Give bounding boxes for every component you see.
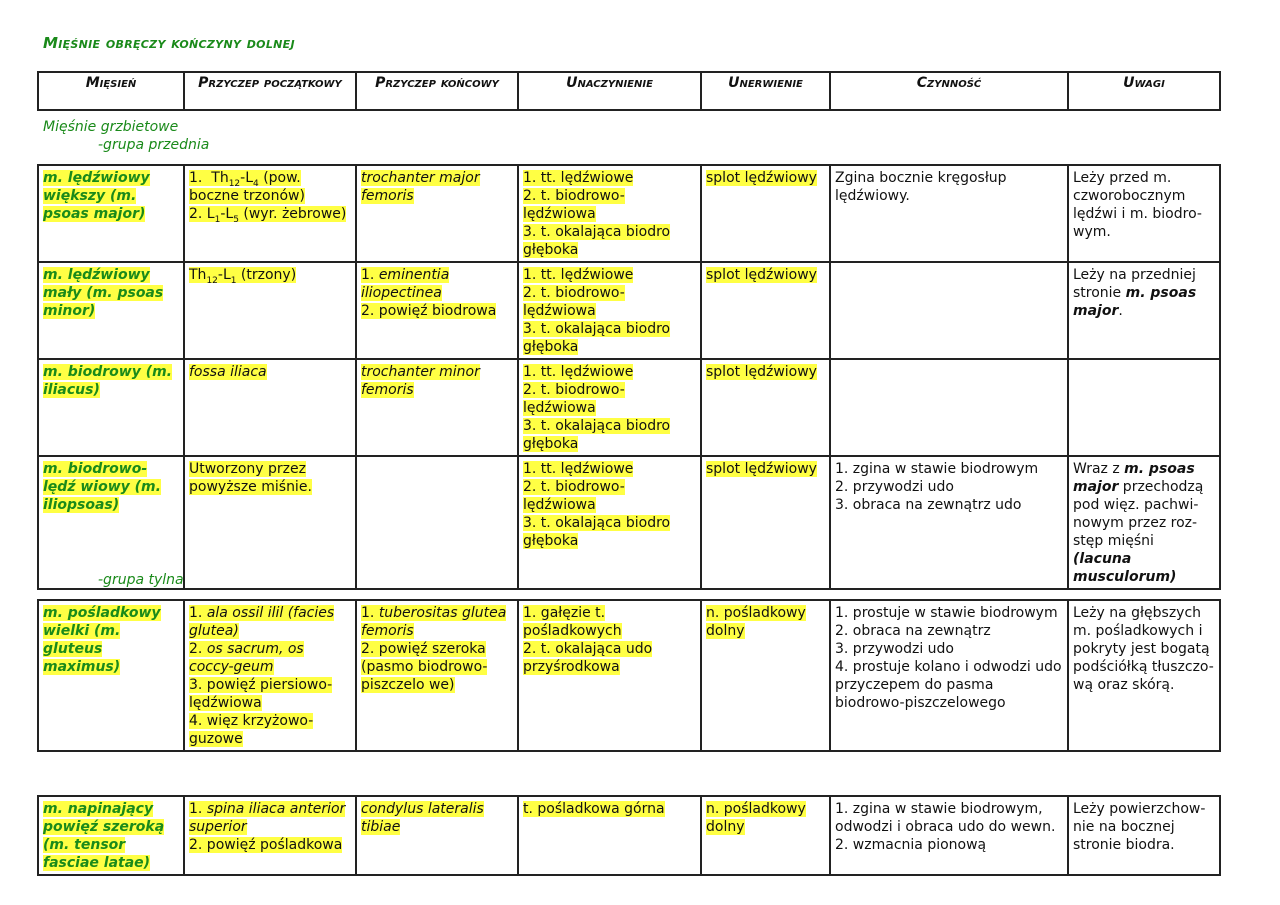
nerve-cell: splot lędźwiowy: [701, 359, 830, 456]
group-back-label: -grupa tylna: [98, 572, 184, 588]
muscle-name: m. lędźwiowy mały (m. psoas minor): [38, 262, 184, 359]
back-group-table-continued: [37, 795, 1221, 876]
nerve-cell: n. pośladkowy dolny: [701, 796, 830, 875]
notes-cell: Wraz z m. psoas major przechodzą pod więz. pachwi-nowym przez roz-stęp mięśni (lacuna musculorum): [1068, 456, 1220, 589]
nerve-cell: splot lędźwiowy: [701, 456, 830, 589]
insertion-cell: [356, 456, 518, 589]
muscle-name: m. biodrowo-lędź wiowy (m. iliopsoas): [38, 456, 184, 589]
header-muscle: Mięsień: [38, 72, 184, 110]
vessels-cell: 1. tt. lędźwiowe 2. t. biodrowo-lędźwiowa 3. t. okalająca biodro głęboka: [518, 165, 701, 262]
insertion-cell: trochanter major femoris: [356, 165, 518, 262]
muscle-name: m. lędźwiowy większy (m. psoas major): [38, 165, 184, 262]
table-row: [38, 796, 1220, 875]
origin-cell: 1. $Th_{12}-L_4$ (pow. boczne trzonów) 2. $L_1-L_5$ (wyr. żebrowe): [184, 165, 356, 262]
notes-cell: Leży na przedniej stronie m. psoas major.: [1068, 262, 1220, 359]
nerve-cell: splot lędźwiowy: [701, 165, 830, 262]
notes-cell: Leży powierzchow-nie na bocznej stronie biodra.: [1068, 796, 1220, 875]
header-table: [37, 71, 1221, 111]
page-title: Mięśnie obręczy kończyny dolnej: [43, 34, 295, 52]
function-cell: 1. zgina w stawie biodrowym, odwodzi i obraca udo do wewn. 2. wzmacnia pionową: [830, 796, 1068, 875]
insertion-cell: 1. tuberositas glutea femoris 2. powięź szeroka (pasmo biodrowo-piszczelo we): [356, 600, 518, 751]
muscle-name: m. pośladkowy wielki (m. gluteus maximus): [38, 600, 184, 751]
function-cell: [830, 262, 1068, 359]
insertion-cell: trochanter minor femoris: [356, 359, 518, 456]
group-dorsal-label: Mięśnie grzbietowe: [43, 119, 179, 135]
table-row: [38, 456, 1220, 589]
vessels-cell: 1. tt. lędźwiowe 2. t. biodrowo-lędźwiowa 3. t. okalająca biodro głęboka: [518, 262, 701, 359]
front-group-table: [37, 164, 1221, 590]
header-nerve: Unerwienie: [701, 72, 830, 110]
origin-cell: 1. spina iliaca anterior superior 2. powięź pośladkowa: [184, 796, 356, 875]
nerve-cell: splot lędźwiowy: [701, 262, 830, 359]
group-front-label: -grupa przednia: [98, 137, 210, 153]
header-notes: Uwagi: [1068, 72, 1220, 110]
table-row: [38, 165, 1220, 262]
function-cell: [830, 359, 1068, 456]
origin-cell: Utworzony przez powyższe miśnie.: [184, 456, 356, 589]
table-row: [38, 262, 1220, 359]
notes-cell: Leży na głębszych m. pośladkowych i pokryty jest bogatą podściółką tłuszczo-wą oraz skórą.: [1068, 600, 1220, 751]
vessels-cell: t. pośladkowa górna: [518, 796, 701, 875]
insertion-cell: condylus lateralis tibiae: [356, 796, 518, 875]
origin-cell: 1. ala ossil ilil (facies glutea) 2. os sacrum, os coccy-geum 3. powięź piersiowo-lędźwiowa 4. więz krzyżowo-guzowe: [184, 600, 356, 751]
table-row: [38, 359, 1220, 456]
nerve-cell: n. pośladkowy dolny: [701, 600, 830, 751]
table-row: [38, 600, 1220, 751]
muscle-name: m. biodrowy (m. iliacus): [38, 359, 184, 456]
muscle-name: m. napinający powięź szeroką (m. tensor fasciae latae): [38, 796, 184, 875]
origin-cell: fossa iliaca: [184, 359, 356, 456]
header-function: Czynność: [830, 72, 1068, 110]
function-cell: Zgina bocznie kręgosłup lędźwiowy.: [830, 165, 1068, 262]
header-vessels: Unaczynienie: [518, 72, 701, 110]
back-group-table: [37, 599, 1221, 752]
vessels-cell: 1. tt. lędźwiowe 2. t. biodrowo-lędźwiowa 3. t. okalająca biodro głęboka: [518, 456, 701, 589]
vessels-cell: 1. gałęzie t. pośladkowych 2. t. okalająca udo przyśrodkowa: [518, 600, 701, 751]
insertion-cell: 1. eminentia iliopectinea 2. powięź biodrowa: [356, 262, 518, 359]
function-cell: 1. prostuje w stawie biodrowym 2. obraca na zewnątrz 3. przywodzi udo 4. prostuje kolano i odwodzi udo przyczepem do pasma biodrowo-piszczelowego: [830, 600, 1068, 751]
notes-cell: Leży przed m. czworobocznym lędźwi i m. biodro-wym.: [1068, 165, 1220, 262]
function-cell: 1. zgina w stawie biodrowym 2. przywodzi udo 3. obraca na zewnątrz udo: [830, 456, 1068, 589]
notes-cell: [1068, 359, 1220, 456]
origin-cell: $Th_{12}-L_1$ (trzony): [184, 262, 356, 359]
header-insertion: Przyczep końcowy: [356, 72, 518, 110]
header-origin: Przyczep początkowy: [184, 72, 356, 110]
vessels-cell: 1. tt. lędźwiowe 2. t. biodrowo-lędźwiowa 3. t. okalająca biodro głęboka: [518, 359, 701, 456]
